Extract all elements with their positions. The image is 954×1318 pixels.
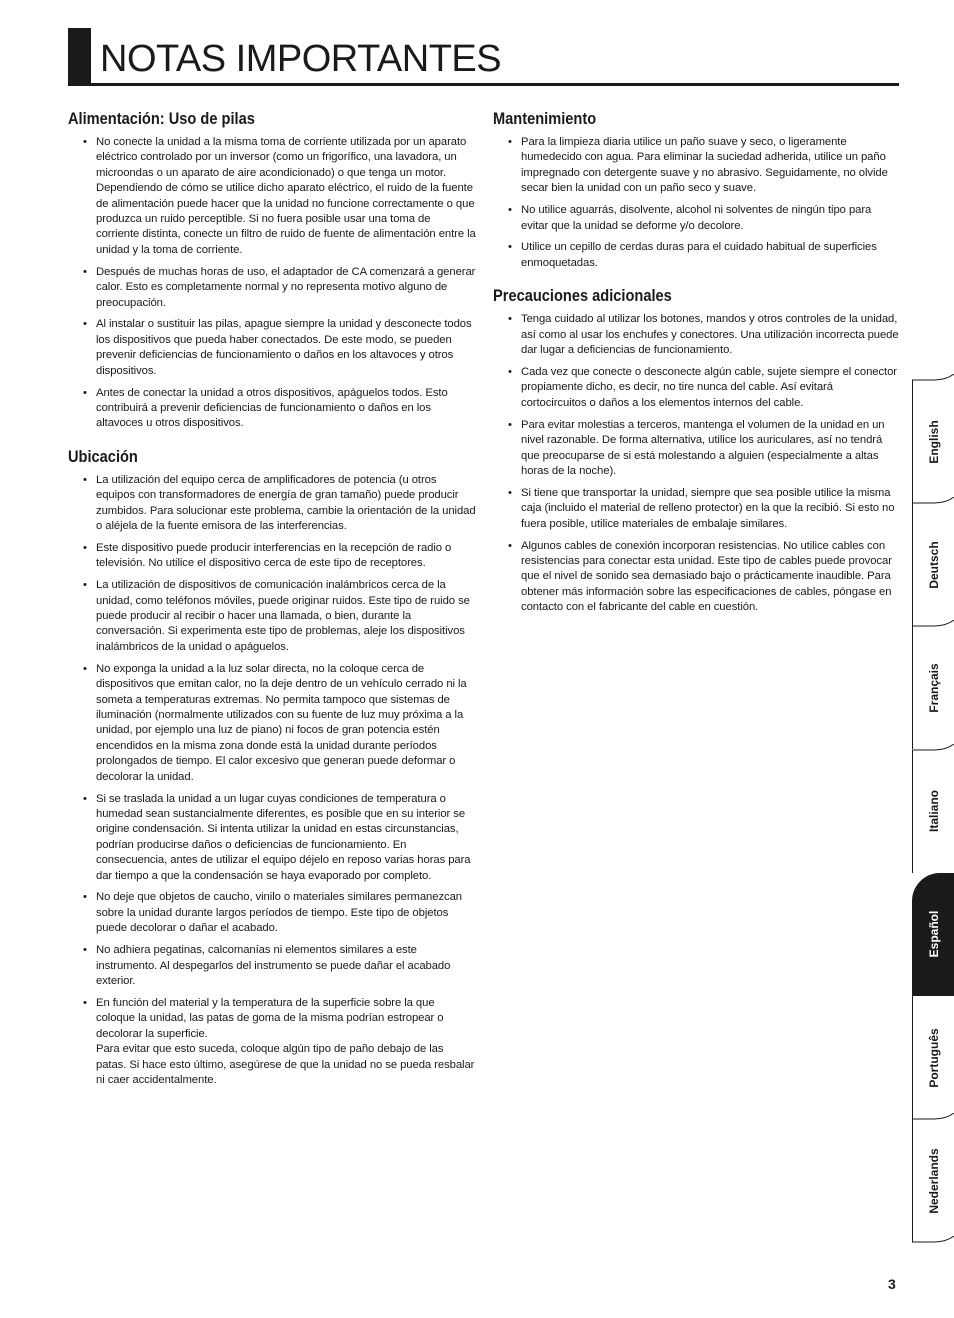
title-bar-block xyxy=(68,28,91,84)
section-mantenimiento xyxy=(493,108,901,271)
bullet-icon: • xyxy=(83,662,87,675)
list-item-text: Este dispositivo puede producir interferencias en la recepción de radio o televisión. No utilice el dispositivo cerca de este tipo de receptores. xyxy=(96,541,452,570)
tab-separator xyxy=(912,497,954,509)
bullet-list xyxy=(68,135,476,432)
right-column xyxy=(493,108,901,630)
list-item-text: Si se traslada la unidad a un lugar cuyas condiciones de temperatura o humedad sean sustancialmente diferentes, es posible que en su interior se origine condensación. Si intenta utilizar la unidad en estas circunstancias, podrían producirse daños o deficiencias de funcionamiento. En consecuencia, antes de utilizar el equipo déjelo en reposo varias horas para dar tiempo a que la condensación se haya evaporado por completo. xyxy=(96,792,471,882)
list-item-text: Al instalar o sustituir las pilas, apague siempre la unidad y desconecte todos los dispositivos que pueda haber conectados. De este modo, se pueden prevenir deficiencias de funcionamiento o daños en los altavoces y otros dispositivos. xyxy=(96,318,472,377)
tab-separator xyxy=(912,1113,954,1125)
left-column xyxy=(68,108,476,1102)
list-item-text: Para la limpieza diaria utilice un paño suave y seco, o ligeramente humedecido con agua. Para eliminar la suciedad adherida, utilice un paño impregnado con detergente suave y no abrasivo. Seguidamente, no olvide secar bien la unidad con un paño seco y suave. xyxy=(521,136,888,195)
list-item-text: Si tiene que transportar la unidad, siempre que sea posible utilice la misma caja (incluido el material de relleno protector) en la que la recibió. Si esto no fuera posible, utilice materiales de embalaje similares. xyxy=(521,486,895,530)
bullet-icon: • xyxy=(508,136,512,148)
list-item-text: No deje que objetos de caucho, vinilo o materiales similares permanezcan sobre la unidad durante largos períodos de tiempo. Este tipo de objetos puede decolorar o dañar el acabado. xyxy=(96,891,462,935)
list-item xyxy=(68,890,476,936)
bullet-icon: • xyxy=(508,486,512,499)
bullet-icon: • xyxy=(508,539,512,552)
language-tabs xyxy=(912,380,954,1242)
bullet-icon: • xyxy=(83,541,87,554)
tab-nederlands[interactable] xyxy=(912,1119,954,1242)
list-item xyxy=(493,486,901,532)
tab-label: Nederlands xyxy=(926,1148,941,1214)
list-item-text: En función del material y la temperatura de la superficie sobre la que coloque la unidad, las patas de goma de la misma podrían estropear o decolorar la superficie. xyxy=(96,996,444,1040)
list-item xyxy=(493,312,901,358)
section-heading: Precauciones adicionales xyxy=(493,286,672,306)
list-item-text: Tenga cuidado al utilizar los botones, mandos y otros controles de la unidad, así como al usar los enchufes y conectores. Una utilización incorrecta puede dar lugar a deficiencias de funcionamiento. xyxy=(521,313,899,357)
list-item-text: Para evitar molestias a terceros, mantenga el volumen de la unidad en un nivel razonable. De forma alternativa, utilice los auriculares, así no tendrá que preocuparse de si está molestando a alguien (especialmente a altas horas de la noche). xyxy=(521,418,885,477)
bullet-icon: • xyxy=(508,241,512,254)
list-item xyxy=(493,240,901,271)
bullet-icon: • xyxy=(83,891,87,904)
list-item xyxy=(493,203,901,234)
list-item xyxy=(493,135,901,197)
list-item-text: No conecte la unidad a la misma toma de corriente utilizada por un aparato eléctrico controlado por un inversor (como un frigorífico, una lavadora, un microondas o un aparato de aire acondicionado) o que tenga un motor. Dependiendo de cómo se utilice dicho aparato eléctrico, el ruido de la fuente de alimentación puede hacer que la unidad no funcione correctamente o que produzca un ruido perceptible. Si no fuera posible usar una toma de corriente distinta, conecte un filtro de ruido de fuente de alimentación entre la unidad y la toma de corriente. xyxy=(96,136,476,256)
title-rule xyxy=(68,83,899,86)
section-heading: Alimentación: Uso de pilas xyxy=(68,109,255,128)
section-heading: Mantenimiento xyxy=(493,109,597,128)
section-precauciones-adicionales xyxy=(493,285,901,615)
tab-separator xyxy=(912,744,954,756)
list-item-text: Para evitar que esto suceda, coloque algún tipo de paño debajo de las patas. Si hace esto último, asegúrese de que la unidad no se pueda resbalar ni caer accidentalmente. xyxy=(96,1043,475,1086)
bullet-icon: • xyxy=(83,265,87,278)
list-item xyxy=(68,662,476,785)
bullet-icon: • xyxy=(508,365,512,378)
bullet-icon: • xyxy=(83,386,87,399)
list-item xyxy=(68,578,476,655)
list-item xyxy=(493,539,901,616)
list-item-text: Utilice un cepillo de cerdas duras para el cuidado habitual de superficies enmoquetadas. xyxy=(521,241,877,269)
list-item xyxy=(493,418,901,480)
tab-english[interactable] xyxy=(912,380,954,503)
list-item-text: Cada vez que conecte o desconecte algún cable, sujete siempre el conector propiamente dicho, es decir, no tire nunca del cable. Así evitará cortocircuitos o daños a los elementos internos del cable. xyxy=(521,365,897,409)
bullet-icon: • xyxy=(83,996,87,1009)
list-item xyxy=(68,386,476,432)
list-item-text: No adhiera pegatinas, calcomanías ni elementos similares a este instrumento. Al despegarlos del instrumento se puede dañar el acabado exterior. xyxy=(96,944,451,987)
bullet-icon: • xyxy=(83,792,87,805)
tab-label: Français xyxy=(926,663,941,713)
list-item-text: Algunos cables de conexión incorporan resistencias. No utilice cables con resistencias para conectar esta unidad. Este tipo de cables puede provocar que el nivel de sonido sea demasiado bajo o prácticamente inaudible. Para obtener más información sobre las especificaciones de cables, póngase en contacto con el fabricante del cable en cuestión. xyxy=(521,539,892,614)
list-item xyxy=(68,943,476,989)
list-item xyxy=(68,473,476,535)
bullet-icon: • xyxy=(83,579,87,592)
section-alimentacion-uso-de-pilas xyxy=(68,108,476,432)
list-item xyxy=(68,135,476,258)
bullet-list xyxy=(68,473,476,1089)
bullet-icon: • xyxy=(83,473,87,486)
list-item-text: No utilice aguarrás, disolvente, alcohol ni solventes de ningún tipo para evitar que la unidad se deforme y/o decolore. xyxy=(521,204,872,232)
tab-portugues[interactable] xyxy=(912,996,954,1119)
list-item xyxy=(493,365,901,411)
tab-label: English xyxy=(926,419,941,464)
tab-label: Português xyxy=(926,1027,941,1088)
tab-italiano[interactable] xyxy=(912,750,954,873)
list-item xyxy=(68,541,476,572)
list-item-text: Después de muchas horas de uso, el adaptador de CA comenzará a generar calor. Esto es completamente normal y no representa motivo alguno de preocupación. xyxy=(96,265,476,309)
list-item xyxy=(68,317,476,379)
list-item-text: Antes de conectar la unidad a otros dispositivos, apáguelos todos. Esto contribuirá a prevenir deficiencias de funcionamiento o daños en los altavoces u otros dispositivos. xyxy=(96,386,448,430)
bullet-icon: • xyxy=(83,136,87,148)
bullet-icon: • xyxy=(508,204,512,217)
bullet-icon: • xyxy=(508,313,512,326)
list-item-text: La utilización del equipo cerca de amplificadores de potencia (u otros equipos con transformadores de energía de gran tamaño) puede producir zumbidos. Para solucionar este problema, cambie la orientación de la unidad o aléjela de la fuente emisora de las interferencias. xyxy=(96,473,476,533)
bullet-list xyxy=(493,312,901,615)
tab-francais[interactable] xyxy=(912,626,954,749)
bullet-icon: • xyxy=(508,418,512,431)
section-heading: Ubicación xyxy=(68,446,138,466)
page-title: NOTAS IMPORTANTES xyxy=(100,38,502,80)
bullet-icon: • xyxy=(83,944,87,957)
bullet-list xyxy=(493,135,901,271)
tab-label: Español xyxy=(926,910,941,958)
tab-separator xyxy=(912,620,954,632)
page-number: 3 xyxy=(888,1276,896,1292)
tab-separator xyxy=(912,374,954,386)
tab-label: Deutsch xyxy=(926,541,941,589)
list-item-text: No exponga la unidad a la luz solar directa, no la coloque cerca de dispositivos que emitan calor, no la deje dentro de un vehículo cerrado ni la someta a temperaturas extremas. No permita tampoco que sistemas de iluminación (normalmente utilizados con su fuente de luz muy próxima a la unidad, por ejemplo una luz de piano) ni focos de gran potencia estén encendidos en la misma zona donde está la unidad durante períodos prolongados de tiempo. El calor excesivo que generan puede deformar o decolorar la unidad. xyxy=(96,662,467,783)
list-item xyxy=(68,265,476,311)
tab-separator xyxy=(912,1236,954,1248)
tab-espanol[interactable] xyxy=(912,873,954,996)
bullet-icon: • xyxy=(83,318,87,331)
tab-deutsch[interactable] xyxy=(912,503,954,626)
list-item xyxy=(68,996,476,1088)
list-item-text: La utilización de dispositivos de comunicación inalámbricos cerca de la unidad, como teléfonos móviles, puede originar ruidos. Este tipo de ruido se puede producir al recibir o hacer una llamada, o bien, durante la conversación. Si experimenta este tipo de problemas, aleje los dispositivos inalámbricos de la unidad o apáguelos. xyxy=(96,579,470,653)
section-ubicacion xyxy=(68,446,476,1089)
list-item xyxy=(68,792,476,884)
tab-label: Italiano xyxy=(926,790,941,833)
